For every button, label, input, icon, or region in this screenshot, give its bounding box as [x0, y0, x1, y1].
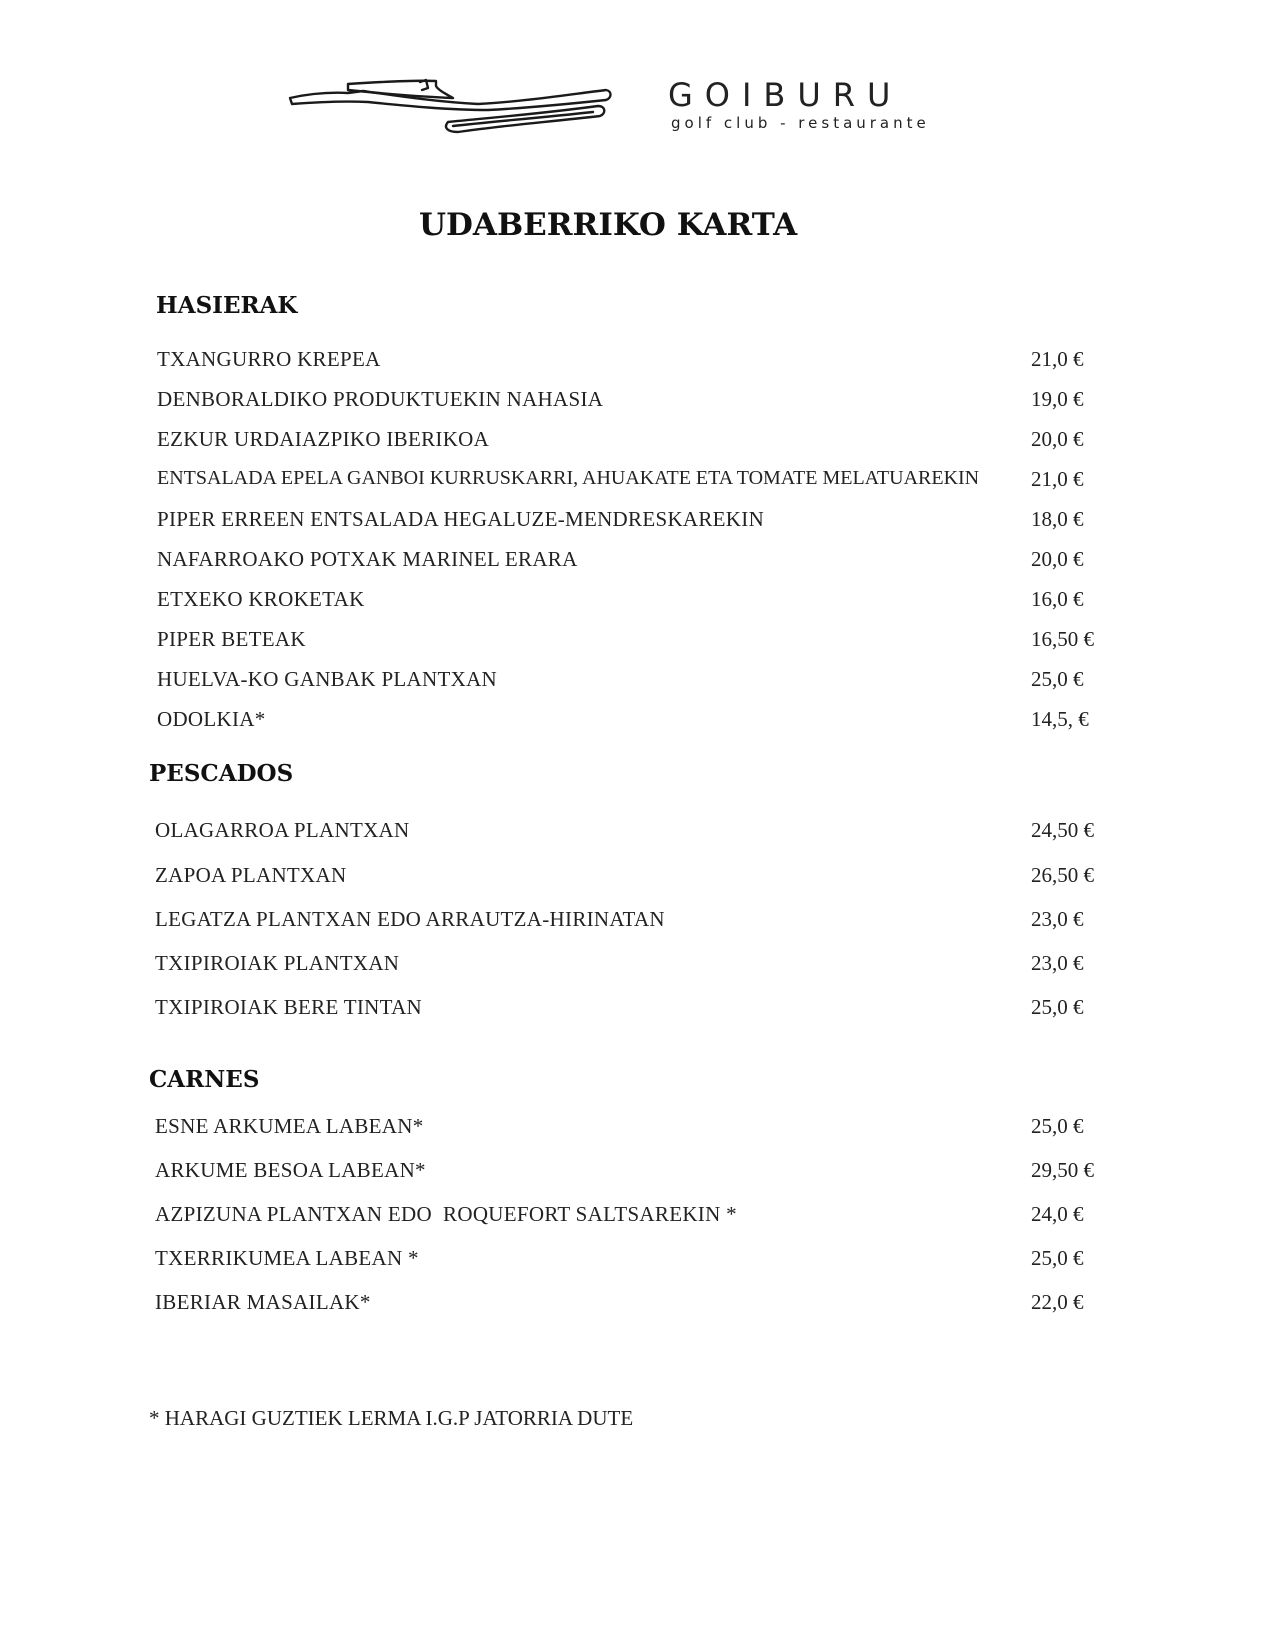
menu-item — [0, 907, 1275, 937]
menu-item — [0, 667, 1275, 697]
meat-origin-footnote: * HARAGI GUZTIEK LERMA I.G.P JATORRIA DUTE — [149, 1406, 634, 1430]
menu-item — [0, 507, 1275, 537]
menu-item-name: PIPER ERREEN ENTSALADA HEGALUZE-MENDRESKAREKIN — [157, 507, 765, 531]
menu-item-name: ODOLKIA* — [157, 707, 266, 731]
menu-item-name: ENTSALADA EPELA GANBOI KURRUSKARRI, AHUAKATE ETA TOMATE MELATUAREKIN — [157, 467, 980, 489]
menu-item-price: 24,0 € — [1031, 1202, 1084, 1226]
menu-item — [0, 1202, 1275, 1232]
menu-item — [0, 1246, 1275, 1276]
menu-item-price: 20,0 € — [1031, 547, 1084, 571]
menu-item — [0, 627, 1275, 657]
menu-item — [0, 707, 1275, 737]
menu-item-name: PIPER BETEAK — [157, 627, 306, 651]
menu-item-name: OLAGARROA PLANTXAN — [155, 818, 410, 842]
section-title-hasierak: HASIERAK — [156, 292, 298, 319]
menu-item-price: 25,0 € — [1031, 1246, 1084, 1270]
section-title-carnes: CARNES — [149, 1066, 260, 1093]
brush-stroke-logo-icon — [288, 76, 618, 138]
menu-item — [0, 347, 1275, 377]
menu-item-name: ESNE ARKUMEA LABEAN* — [155, 1114, 424, 1138]
menu-item-name: TXIPIROIAK PLANTXAN — [155, 951, 400, 975]
menu-item — [0, 1114, 1275, 1144]
menu-item — [0, 1290, 1275, 1320]
menu-item-price: 14,5, € — [1031, 707, 1089, 731]
menu-item-price: 21,0 € — [1031, 467, 1084, 491]
menu-item-name: ZAPOA PLANTXAN — [155, 863, 347, 887]
menu-item-price: 16,0 € — [1031, 587, 1084, 611]
menu-item-price: 29,50 € — [1031, 1158, 1094, 1182]
menu-item-name: DENBORALDIKO PRODUKTUEKIN NAHASIA — [157, 387, 604, 411]
menu-item-name: LEGATZA PLANTXAN EDO ARRAUTZA-HIRINATAN — [155, 907, 665, 931]
menu-item-name: EZKUR URDAIAZPIKO IBERIKOA — [157, 427, 490, 451]
menu-item-name: ARKUME BESOA LABEAN* — [155, 1158, 426, 1182]
page-title: UDABERRIKO KARTA — [419, 207, 798, 243]
brand-name: GOIBURU — [668, 76, 903, 114]
menu-item-price: 21,0 € — [1031, 347, 1084, 371]
menu-item — [0, 547, 1275, 577]
menu-item-price: 19,0 € — [1031, 387, 1084, 411]
section-title-pescados: PESCADOS — [149, 760, 294, 787]
menu-item — [0, 387, 1275, 417]
menu-item-price: 16,50 € — [1031, 627, 1094, 651]
menu-item-price: 18,0 € — [1031, 507, 1084, 531]
menu-item-name: HUELVA-KO GANBAK PLANTXAN — [157, 667, 498, 691]
menu-item — [0, 1158, 1275, 1188]
menu-item — [0, 995, 1275, 1025]
menu-item-name: IBERIAR MASAILAK* — [155, 1290, 371, 1314]
menu-item-price: 25,0 € — [1031, 667, 1084, 691]
menu-item-price: 20,0 € — [1031, 427, 1084, 451]
menu-item-price: 23,0 € — [1031, 951, 1084, 975]
menu-item-price: 25,0 € — [1031, 1114, 1084, 1138]
menu-item — [0, 951, 1275, 981]
menu-item-price: 22,0 € — [1031, 1290, 1084, 1314]
menu-item-price: 26,50 € — [1031, 863, 1094, 887]
menu-item-name: NAFARROAKO POTXAK MARINEL ERARA — [157, 547, 578, 571]
menu-item-price: 23,0 € — [1031, 907, 1084, 931]
menu-item — [0, 467, 1275, 497]
menu-item-name: TXANGURRO KREPEA — [157, 347, 381, 371]
menu-item-name: TXIPIROIAK BERE TINTAN — [155, 995, 423, 1019]
menu-item — [0, 587, 1275, 617]
menu-item-name: ETXEKO KROKETAK — [157, 587, 365, 611]
menu-item — [0, 863, 1275, 893]
menu-item — [0, 818, 1275, 848]
menu-item-price: 24,50 € — [1031, 818, 1094, 842]
restaurant-logo — [288, 72, 948, 142]
menu-item — [0, 427, 1275, 457]
menu-item-name: TXERRIKUMEA LABEAN * — [155, 1246, 419, 1270]
menu-item-price: 25,0 € — [1031, 995, 1084, 1019]
brand-subtitle: golf club - restaurante — [671, 114, 930, 132]
menu-item-name: AZPIZUNA PLANTXAN EDO ROQUEFORT SALTSAREKIN * — [155, 1202, 737, 1226]
